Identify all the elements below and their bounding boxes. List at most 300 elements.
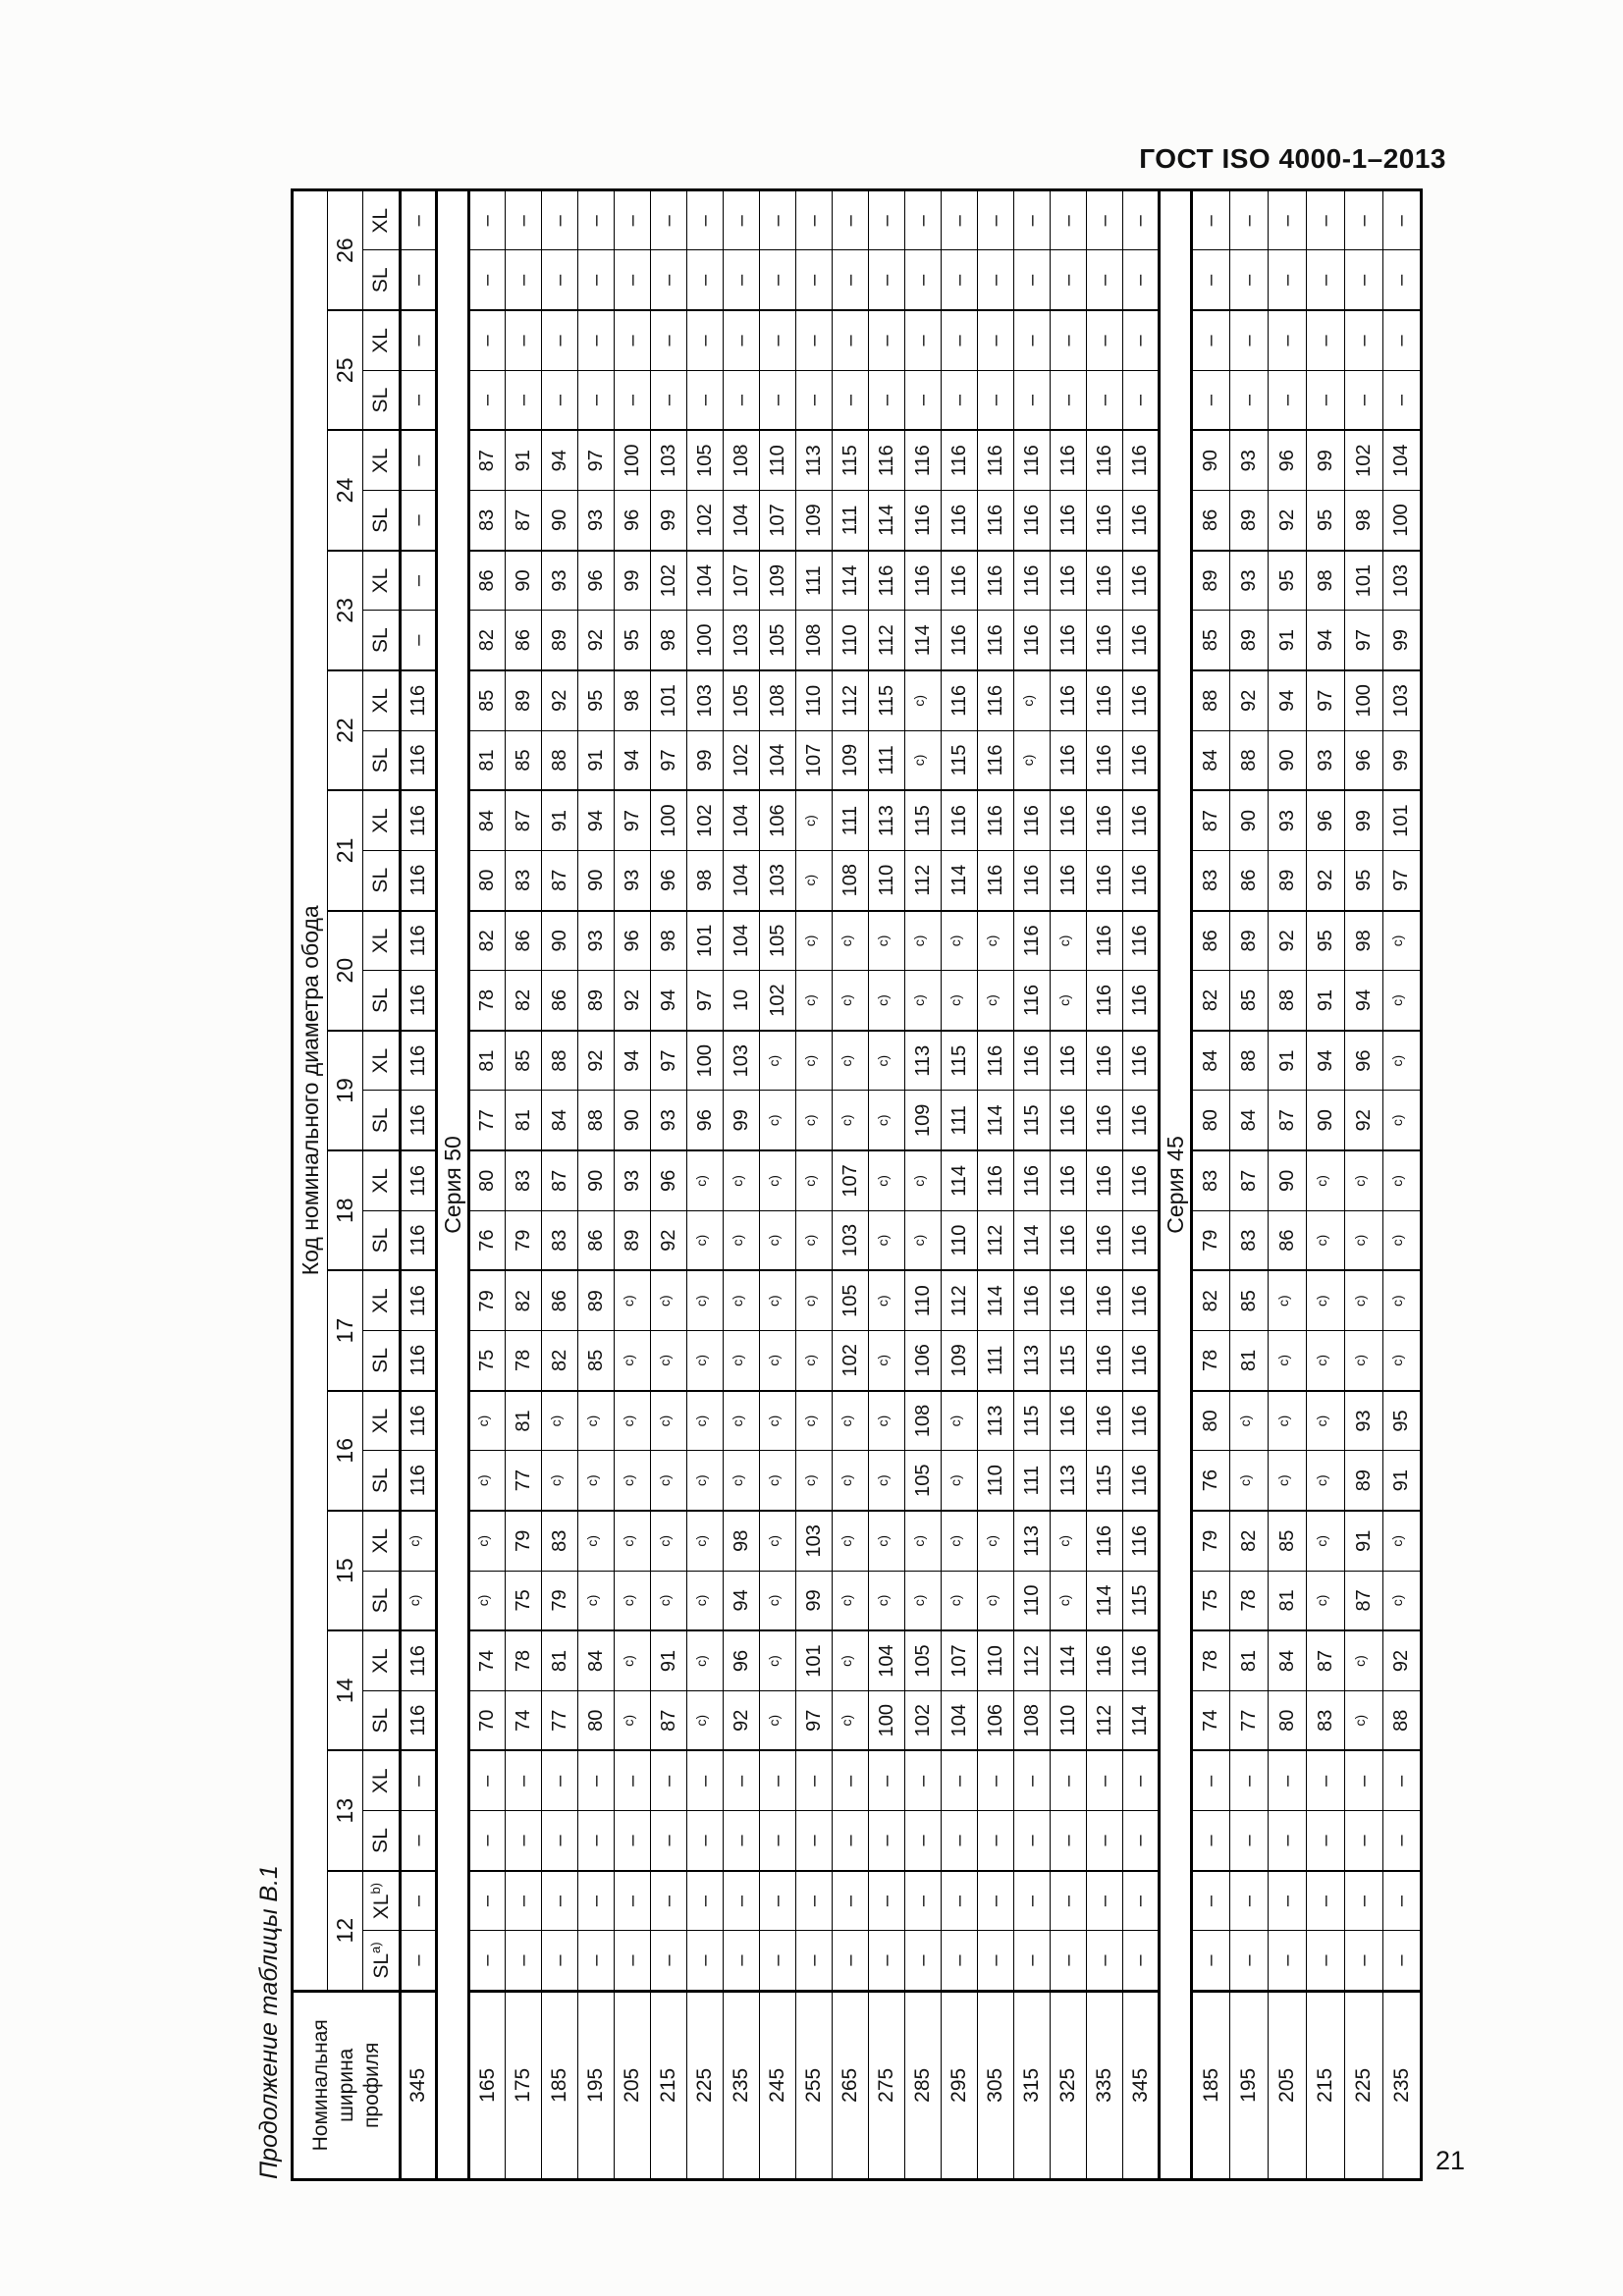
value-cell: 107	[760, 491, 796, 551]
value-cell: 110	[1014, 1571, 1051, 1630]
value-cell: 78	[506, 1630, 542, 1690]
value-cell: –	[905, 1931, 942, 1991]
value-cell: 116	[942, 491, 978, 551]
value-cell	[687, 1270, 724, 1330]
value-cell: 116	[401, 670, 437, 730]
footnote-mark: c)	[620, 1474, 636, 1486]
footnote-mark: c)	[801, 1355, 818, 1366]
footnote-mark: c)	[765, 1714, 782, 1727]
value-cell: 99	[687, 730, 724, 790]
value-cell: –	[1192, 1751, 1230, 1811]
value-cell: 116	[1087, 730, 1123, 790]
value-cell: 109	[796, 491, 833, 551]
value-cell: –	[401, 1931, 437, 1991]
value-cell: –	[506, 1751, 542, 1811]
footnote-mark: c)	[475, 1534, 491, 1547]
value-cell: 100	[869, 1690, 905, 1750]
value-cell: 92	[1269, 491, 1307, 551]
value-cell: 100	[687, 1031, 724, 1091]
value-cell	[942, 1451, 978, 1511]
footnote-mark: c)	[1389, 994, 1405, 1006]
value-cell: –	[724, 1871, 760, 1931]
value-cell: –	[542, 1751, 578, 1811]
value-cell: –	[687, 190, 724, 250]
value-cell	[724, 1210, 760, 1270]
value-cell	[833, 911, 869, 971]
footnote-mark: c)	[729, 1175, 745, 1187]
footnote-mark: c)	[838, 1594, 854, 1607]
value-cell: 96	[615, 911, 651, 971]
footnote-mark: c)	[947, 1474, 963, 1486]
value-cell: –	[1192, 190, 1230, 250]
code-header: 14	[328, 1630, 363, 1750]
value-cell: –	[1383, 370, 1422, 430]
value-cell: 102	[905, 1690, 942, 1750]
width-label-cell: 305	[978, 1991, 1014, 2179]
value-cell: 87	[542, 1150, 578, 1210]
value-cell: –	[1087, 310, 1123, 370]
footnote-mark: c)	[656, 1474, 673, 1486]
footnote-mark: c)	[1351, 1714, 1368, 1727]
value-cell: –	[1345, 1931, 1383, 1991]
series-band: Серия 50	[437, 190, 469, 2180]
value-cell: 116	[401, 1031, 437, 1091]
value-cell: 116	[905, 430, 942, 490]
subcol-header-sl: SL	[363, 1811, 401, 1871]
footnote-mark: c)	[874, 1234, 891, 1247]
value-cell: 87	[542, 850, 578, 910]
value-cell: 97	[651, 730, 687, 790]
value-cell: 98	[687, 850, 724, 910]
footnote-mark: c)	[692, 1295, 709, 1308]
value-cell: 92	[1307, 850, 1345, 910]
subcol-header-sl: SL	[363, 1690, 401, 1750]
value-cell: –	[1345, 190, 1383, 250]
value-cell: 95	[615, 611, 651, 670]
value-cell: 97	[651, 1031, 687, 1091]
value-cell	[651, 1270, 687, 1330]
value-cell: 112	[942, 1270, 978, 1330]
value-cell: 104	[724, 790, 760, 850]
footnote-mark: c)	[910, 754, 927, 767]
value-cell	[687, 1210, 724, 1270]
value-cell: –	[1192, 1931, 1230, 1991]
value-cell: 114	[905, 611, 942, 670]
value-cell: –	[578, 310, 615, 370]
value-cell: –	[542, 310, 578, 370]
value-cell: 104	[942, 1690, 978, 1750]
value-cell: 81	[1269, 1571, 1307, 1630]
value-cell	[796, 1210, 833, 1270]
value-cell: 76	[1192, 1451, 1230, 1511]
value-cell: 96	[651, 1150, 687, 1210]
value-cell: –	[1123, 250, 1160, 310]
value-cell: 82	[542, 1331, 578, 1391]
footnote-mark: c)	[983, 994, 1000, 1006]
value-cell: 90	[506, 551, 542, 611]
footnote-mark: c)	[656, 1355, 673, 1366]
value-cell: 98	[1307, 551, 1345, 611]
footnote-mark: c)	[801, 1234, 818, 1247]
value-cell: 80	[1192, 1091, 1230, 1150]
value-cell: –	[506, 1811, 542, 1871]
value-cell: –	[1383, 250, 1422, 310]
value-cell	[869, 1031, 905, 1091]
value-cell: –	[1307, 1871, 1345, 1931]
value-cell: 108	[796, 611, 833, 670]
value-cell: 91	[1269, 1031, 1307, 1091]
value-cell: 114	[978, 1091, 1014, 1150]
value-cell: –	[1307, 190, 1345, 250]
value-cell: 89	[1230, 911, 1269, 971]
value-cell: –	[578, 1871, 615, 1931]
value-cell: 107	[724, 551, 760, 611]
value-cell: –	[578, 1751, 615, 1811]
value-cell: 85	[1192, 611, 1230, 670]
value-cell: 97	[687, 971, 724, 1031]
footnote-mark: c)	[801, 934, 818, 947]
value-cell: 94	[1307, 1031, 1345, 1091]
value-cell: 116	[1123, 670, 1160, 730]
value-cell: –	[615, 190, 651, 250]
code-header: 19	[328, 1031, 363, 1150]
value-cell	[1230, 1451, 1269, 1511]
subcol-header-sl: SL	[363, 491, 401, 551]
width-label-cell: 335	[1087, 1991, 1123, 2179]
value-cell: 115	[942, 730, 978, 790]
value-cell: 115	[869, 670, 905, 730]
footnote-mark: c)	[765, 1415, 782, 1427]
value-cell: 116	[978, 730, 1014, 790]
value-cell	[469, 1451, 506, 1511]
footnote-mark: c)	[910, 1534, 927, 1547]
value-cell: 116	[905, 491, 942, 551]
footnote-mark: c)	[1236, 1415, 1253, 1427]
value-cell: –	[796, 370, 833, 430]
value-cell: 116	[1051, 790, 1087, 850]
subcol-header-sl: SL	[363, 850, 401, 910]
value-cell: 78	[1192, 1331, 1230, 1391]
value-cell: 110	[942, 1210, 978, 1270]
footnote-mark: c)	[838, 1474, 854, 1486]
value-cell: –	[469, 1871, 506, 1931]
value-cell: –	[651, 1751, 687, 1811]
value-cell: –	[1307, 370, 1345, 430]
code-header: 20	[328, 911, 363, 1031]
value-cell	[687, 1331, 724, 1391]
value-cell	[724, 1331, 760, 1391]
value-cell: –	[869, 1871, 905, 1931]
value-cell: –	[833, 250, 869, 310]
value-cell: –	[578, 370, 615, 430]
value-cell: –	[687, 370, 724, 430]
value-cell	[978, 971, 1014, 1031]
value-cell: 89	[506, 670, 542, 730]
value-cell: 90	[542, 491, 578, 551]
value-cell: 108	[905, 1391, 942, 1451]
value-cell: –	[1345, 250, 1383, 310]
footnote-mark: c)	[1274, 1295, 1291, 1308]
value-cell: 116	[1087, 1210, 1123, 1270]
value-cell	[687, 1451, 724, 1511]
value-cell: 108	[833, 850, 869, 910]
value-cell: 106	[760, 790, 796, 850]
value-cell: 85	[469, 670, 506, 730]
value-cell: 116	[1087, 551, 1123, 611]
value-cell: 116	[1014, 551, 1051, 611]
value-cell: –	[978, 250, 1014, 310]
value-cell: 94	[542, 430, 578, 490]
value-cell: –	[1269, 1751, 1307, 1811]
footnote-mark: c)	[620, 1714, 636, 1727]
value-cell: 114	[833, 551, 869, 611]
value-cell: –	[1192, 1871, 1230, 1931]
value-cell: 86	[1269, 1210, 1307, 1270]
value-cell	[1345, 1270, 1383, 1330]
value-cell: 89	[1230, 611, 1269, 670]
value-cell: 116	[1087, 1270, 1123, 1330]
value-cell	[615, 1630, 651, 1690]
value-cell	[796, 971, 833, 1031]
value-cell	[687, 1571, 724, 1630]
value-cell: 116	[1087, 1091, 1123, 1150]
value-cell: 105	[905, 1451, 942, 1511]
value-cell: –	[1087, 250, 1123, 310]
value-cell: –	[687, 1871, 724, 1931]
footnote-mark: c)	[1313, 1355, 1329, 1366]
value-cell: 83	[506, 1150, 542, 1210]
footnote-mark: c)	[947, 934, 963, 947]
value-cell: 87	[506, 491, 542, 551]
value-cell: 116	[1014, 850, 1051, 910]
value-cell: 89	[1230, 491, 1269, 551]
value-cell: 110	[869, 850, 905, 910]
value-cell	[469, 1391, 506, 1451]
value-cell: 102	[833, 1331, 869, 1391]
value-cell: –	[760, 250, 796, 310]
value-cell: 116	[401, 790, 437, 850]
value-cell: 94	[1345, 971, 1383, 1031]
value-cell: –	[651, 1811, 687, 1871]
value-cell: 116	[1014, 911, 1051, 971]
value-cell: –	[1230, 1871, 1269, 1931]
value-cell: –	[651, 1871, 687, 1931]
value-cell: 87	[1192, 790, 1230, 850]
value-cell: 116	[1123, 1391, 1160, 1451]
footnote-mark: c)	[765, 1295, 782, 1308]
value-cell: 93	[1230, 551, 1269, 611]
value-cell: –	[1051, 1751, 1087, 1811]
footnote-mark: c)	[692, 1234, 709, 1247]
value-cell: –	[978, 1871, 1014, 1931]
value-cell: 87	[469, 430, 506, 490]
value-cell: –	[1014, 1871, 1051, 1931]
value-cell: 116	[1123, 971, 1160, 1031]
footnote-mark: c)	[620, 1415, 636, 1427]
value-cell: –	[651, 370, 687, 430]
value-cell: –	[724, 310, 760, 370]
value-cell: 93	[542, 551, 578, 611]
footnote-mark: c)	[1313, 1295, 1329, 1308]
footnote-mark: c)	[1055, 1534, 1072, 1547]
footnote-mark: c)	[765, 1355, 782, 1366]
value-cell: –	[1087, 1751, 1123, 1811]
value-cell: 116	[1123, 911, 1160, 971]
value-cell: 82	[1192, 971, 1230, 1031]
value-cell	[542, 1451, 578, 1511]
value-cell: –	[1014, 1931, 1051, 1991]
value-cell: 76	[469, 1210, 506, 1270]
value-cell: 111	[833, 491, 869, 551]
value-cell: –	[506, 1871, 542, 1931]
value-cell: 116	[1123, 1150, 1160, 1210]
value-cell: 84	[542, 1091, 578, 1150]
value-cell	[1269, 1451, 1307, 1511]
value-cell: 102	[724, 730, 760, 790]
value-cell: 92	[615, 971, 651, 1031]
value-cell: –	[1051, 190, 1087, 250]
value-cell	[469, 1571, 506, 1630]
value-cell	[905, 911, 942, 971]
subcol-header-xl: XL	[363, 430, 401, 490]
value-cell: 75	[1192, 1571, 1230, 1630]
footnote-mark: c)	[656, 1534, 673, 1547]
value-cell: 93	[578, 491, 615, 551]
value-cell: 112	[1014, 1630, 1051, 1690]
value-cell	[724, 1451, 760, 1511]
value-cell: 98	[651, 911, 687, 971]
value-cell	[1307, 1210, 1345, 1270]
code-header: 18	[328, 1150, 363, 1270]
value-cell: 115	[1014, 1091, 1051, 1150]
subcol-header-xl: XL	[363, 911, 401, 971]
value-cell: 116	[1123, 1451, 1160, 1511]
value-cell	[833, 971, 869, 1031]
value-cell: 116	[905, 551, 942, 611]
value-cell: 113	[1051, 1451, 1087, 1511]
value-cell: 113	[978, 1391, 1014, 1451]
value-cell: 93	[1345, 1391, 1383, 1451]
value-cell: 116	[1123, 491, 1160, 551]
value-cell	[905, 670, 942, 730]
value-cell	[1383, 911, 1422, 971]
footnote-mark: c)	[656, 1594, 673, 1607]
value-cell: –	[869, 250, 905, 310]
footnote-mark: c)	[910, 1234, 927, 1247]
value-cell: –	[1307, 1811, 1345, 1871]
footnote-mark: c)	[765, 1234, 782, 1247]
value-cell: 101	[687, 911, 724, 971]
value-cell	[578, 1451, 615, 1511]
value-cell	[796, 1091, 833, 1150]
footnote-mark: c)	[1389, 1114, 1405, 1127]
value-cell: –	[687, 310, 724, 370]
value-cell	[1345, 1331, 1383, 1391]
value-cell: –	[1345, 310, 1383, 370]
value-cell: –	[1230, 190, 1269, 250]
value-cell: –	[1014, 1751, 1051, 1811]
width-label-cell: 225	[1345, 1991, 1383, 2179]
value-cell	[978, 1511, 1014, 1571]
footnote-mark: c)	[801, 1175, 818, 1187]
value-cell: 116	[1014, 1031, 1051, 1091]
value-cell: 91	[506, 430, 542, 490]
value-cell	[615, 1391, 651, 1451]
footnote-mark: c)	[1389, 1594, 1405, 1607]
value-cell: –	[615, 370, 651, 430]
value-cell: –	[1269, 250, 1307, 310]
value-cell	[401, 1571, 437, 1630]
value-cell: 116	[1051, 670, 1087, 730]
value-cell: 94	[578, 790, 615, 850]
value-cell: –	[1230, 1931, 1269, 1991]
value-cell: 116	[1014, 491, 1051, 551]
footnote-mark: c)	[838, 934, 854, 947]
value-cell: 114	[1014, 1210, 1051, 1270]
value-cell: 80	[1269, 1690, 1307, 1750]
value-cell: 112	[1087, 1690, 1123, 1750]
value-cell	[578, 1511, 615, 1571]
width-label-cell: 225	[687, 1991, 724, 2179]
value-cell: 113	[869, 790, 905, 850]
value-cell: –	[905, 190, 942, 250]
value-cell: 95	[1307, 491, 1345, 551]
value-cell: 116	[1051, 1270, 1087, 1330]
footnote-mark: c)	[983, 1594, 1000, 1607]
value-cell	[796, 911, 833, 971]
value-cell: 87	[1345, 1571, 1383, 1630]
footnote-mark: c)	[475, 1474, 491, 1486]
value-cell: –	[1123, 1871, 1160, 1931]
value-cell: –	[724, 1751, 760, 1811]
value-cell: 90	[578, 850, 615, 910]
value-cell	[905, 1210, 942, 1270]
value-cell: –	[796, 190, 833, 250]
value-cell: –	[1230, 310, 1269, 370]
value-cell: –	[869, 310, 905, 370]
value-cell: –	[401, 551, 437, 611]
value-cell: 100	[687, 611, 724, 670]
value-cell: 94	[1307, 611, 1345, 670]
value-cell: –	[942, 310, 978, 370]
value-cell: –	[905, 1871, 942, 1931]
footnote-mark: c)	[801, 994, 818, 1006]
value-cell: –	[1269, 370, 1307, 430]
footnote-mark: c)	[1351, 1234, 1368, 1247]
value-cell: –	[542, 1871, 578, 1931]
value-cell: 88	[1230, 730, 1269, 790]
value-cell: 110	[905, 1270, 942, 1330]
value-cell: 87	[1307, 1630, 1345, 1690]
table-title: Продолжение таблицы В.1	[255, 1865, 283, 2179]
value-cell	[687, 1391, 724, 1451]
value-cell: 116	[401, 1391, 437, 1451]
footnote-mark: c)	[547, 1415, 564, 1427]
value-cell: –	[401, 611, 437, 670]
footnote-mark: c)	[1055, 994, 1072, 1006]
value-cell: 116	[1087, 971, 1123, 1031]
value-cell: –	[1087, 1931, 1123, 1991]
value-cell: 96	[615, 491, 651, 551]
value-cell: 91	[651, 1630, 687, 1690]
width-label-cell: 255	[796, 1991, 833, 2179]
value-cell: 93	[1230, 430, 1269, 490]
value-cell: –	[760, 1751, 796, 1811]
code-header: 16	[328, 1391, 363, 1511]
value-cell: –	[1383, 190, 1422, 250]
value-cell: 103	[687, 670, 724, 730]
footnote-mark: c)	[656, 1415, 673, 1427]
